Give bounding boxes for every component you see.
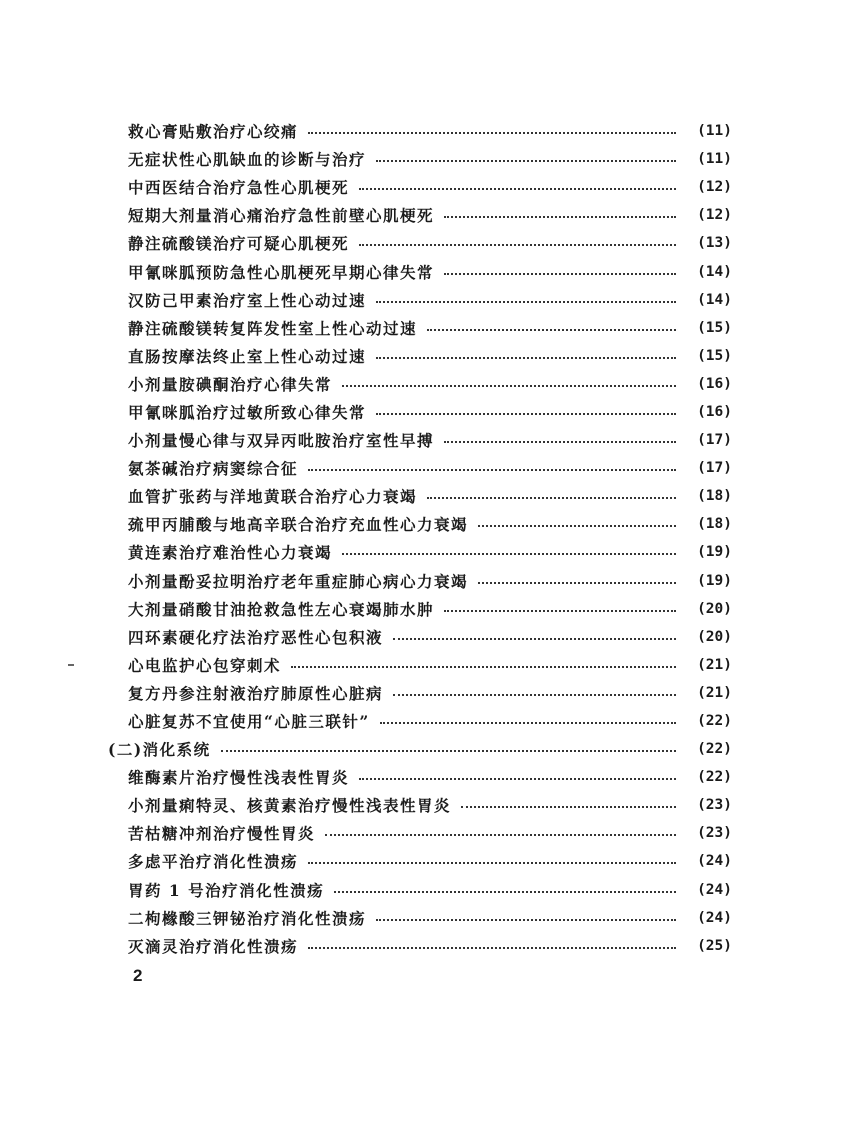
toc-dot-leader	[359, 244, 676, 246]
toc-entry-page: (11)	[697, 151, 732, 168]
toc-dot-leader	[376, 919, 676, 921]
toc-entry-title: 心脏复苏不宜使用“心脏三联针”	[128, 712, 370, 732]
toc-entry-page: (12)	[697, 179, 732, 196]
toc-entry-page: (21)	[697, 656, 732, 673]
toc-entry	[0, 229, 732, 257]
toc-entry	[0, 510, 732, 538]
toc-entry	[0, 538, 732, 566]
toc-entry	[0, 567, 732, 595]
toc-entry-page: (16)	[697, 403, 732, 420]
toc-entry	[0, 454, 732, 482]
toc-entry	[0, 595, 732, 623]
toc-entry	[0, 932, 732, 960]
toc-entry-title: 多虑平治疗消化性溃疡	[128, 852, 299, 872]
toc-entry-title: 无症状性心肌缺血的诊断与治疗	[128, 150, 367, 170]
toc-dot-leader	[359, 188, 676, 190]
toc-entry-page: (14)	[697, 263, 732, 280]
toc-entry	[0, 651, 732, 679]
toc-entry-page: (17)	[697, 460, 732, 477]
toc-entry-title: 胃药 1 号治疗消化性溃疡	[128, 880, 325, 900]
toc-dot-leader	[393, 638, 676, 640]
toc-entry-page: (21)	[697, 684, 732, 701]
toc-dot-leader	[308, 862, 676, 864]
toc-entry-page: (24)	[697, 881, 732, 898]
toc-entry-page: (11)	[697, 123, 732, 140]
toc-dot-leader	[308, 469, 676, 471]
toc-dot-leader	[325, 834, 676, 836]
toc-dot-leader	[478, 582, 676, 584]
toc-entry	[0, 342, 732, 370]
toc-entry-page: (15)	[697, 347, 732, 364]
toc-entry	[0, 314, 732, 342]
toc-dot-leader	[221, 750, 676, 752]
toc-entry-title: 心电监护心包穿刺术	[128, 655, 282, 675]
toc-entry	[0, 679, 732, 707]
toc-entry-title: 小剂量酚妥拉明治疗老年重症肺心病心力衰竭	[128, 571, 469, 591]
toc-entry	[0, 257, 732, 285]
toc-entry-title: 救心膏贴敷治疗心绞痛	[128, 122, 299, 142]
toc-entry-title: 维酶素片治疗慢性浅表性胃炎	[128, 768, 350, 788]
toc-entry-title: 小剂量胺碘酮治疗心律失常	[128, 374, 333, 394]
toc-entry	[0, 819, 732, 847]
toc-dot-leader	[444, 273, 676, 275]
toc-entry-title: 苦枯糖冲剂治疗慢性胃炎	[128, 824, 316, 844]
toc-entry-page: (17)	[697, 432, 732, 449]
page-number: 2	[133, 966, 143, 985]
toc-dot-leader	[376, 413, 676, 415]
toc-entry	[0, 398, 732, 426]
toc-dot-leader	[291, 666, 676, 668]
toc-entry	[0, 623, 732, 651]
toc-entry-page: (18)	[697, 516, 732, 533]
stray-mark	[68, 664, 74, 666]
toc-dot-leader	[359, 778, 676, 780]
toc-entry-title: 静注硫酸镁治疗可疑心肌梗死	[128, 234, 350, 254]
toc-entry	[0, 482, 732, 510]
toc-entry	[0, 370, 732, 398]
toc-entry-title: 直肠按摩法终止室上性心动过速	[128, 346, 367, 366]
toc-dot-leader	[380, 722, 676, 724]
toc-entry-page: (18)	[697, 488, 732, 505]
toc-entry	[0, 847, 732, 875]
toc-dot-leader	[334, 891, 676, 893]
toc-entry	[0, 763, 732, 791]
toc-entry	[0, 791, 732, 819]
toc-entry	[0, 173, 732, 201]
toc-entry	[0, 876, 732, 904]
table-of-contents	[0, 117, 866, 960]
toc-entry-title: 汉防己甲素治疗室上性心动过速	[128, 290, 367, 310]
toc-entry-title: 复方丹参注射液治疗肺原性心脏病	[128, 683, 384, 703]
toc-entry-title: 小剂量慢心律与双异丙吡胺治疗室性早搏	[128, 431, 435, 451]
toc-entry-page: (14)	[697, 291, 732, 308]
toc-entry-page: (24)	[697, 909, 732, 926]
toc-entry-page: (22)	[697, 713, 732, 730]
toc-entry-page: (15)	[697, 319, 732, 336]
toc-entry-page: (16)	[697, 375, 732, 392]
toc-section-heading	[0, 735, 732, 763]
toc-dot-leader	[376, 301, 676, 303]
toc-entry-title: 大剂量硝酸甘油抢救急性左心衰竭肺水肿	[128, 599, 435, 619]
toc-entry-title: 黄连素治疗难治性心力衰竭	[128, 543, 333, 563]
toc-dot-leader	[308, 947, 676, 949]
toc-entry-title: 氨茶碱治疗病窦综合征	[128, 459, 299, 479]
toc-dot-leader	[444, 216, 676, 218]
toc-entry-title: 四环素硬化疗法治疗恶性心包积液	[128, 627, 384, 647]
toc-dot-leader	[376, 357, 676, 359]
toc-entry-title: (二)消化系统	[108, 740, 211, 760]
toc-dot-leader	[444, 610, 676, 612]
toc-entry-page: (13)	[697, 235, 732, 252]
toc-entry-title: 中西医结合治疗急性心肌梗死	[128, 178, 350, 198]
toc-entry-page: (23)	[697, 825, 732, 842]
toc-entry	[0, 201, 732, 229]
toc-entry-page: (23)	[697, 797, 732, 814]
toc-dot-leader	[478, 525, 676, 527]
toc-entry	[0, 286, 732, 314]
toc-entry-title: 血管扩张药与洋地黄联合治疗心力衰竭	[128, 487, 418, 507]
toc-entry-page: (25)	[697, 937, 732, 954]
toc-entry-page: (24)	[697, 853, 732, 870]
toc-entry-title: 短期大剂量消心痛治疗急性前壁心肌梗死	[128, 206, 435, 226]
toc-entry-page: (20)	[697, 600, 732, 617]
toc-entry-title: 甲氰咪胍治疗过敏所致心律失常	[128, 402, 367, 422]
toc-entry-title: 巯甲丙脯酸与地高辛联合治疗充血性心力衰竭	[128, 515, 469, 535]
toc-entry-title: 灭滴灵治疗消化性溃疡	[128, 936, 299, 956]
toc-entry-page: (19)	[697, 572, 732, 589]
toc-entry-page: (20)	[697, 628, 732, 645]
toc-entry	[0, 145, 732, 173]
toc-entry-page: (22)	[697, 741, 732, 758]
toc-entry-page: (12)	[697, 207, 732, 224]
toc-entry-page: (19)	[697, 544, 732, 561]
toc-dot-leader	[427, 497, 676, 499]
toc-entry	[0, 904, 732, 932]
toc-entry-title: 甲氰咪胍预防急性心肌梗死早期心律失常	[128, 262, 435, 282]
toc-dot-leader	[342, 553, 676, 555]
toc-entry	[0, 117, 732, 145]
toc-dot-leader	[308, 132, 676, 134]
toc-dot-leader	[376, 160, 676, 162]
toc-entry	[0, 707, 732, 735]
toc-dot-leader	[393, 694, 676, 696]
toc-entry-title: 二枸橼酸三钾铋治疗消化性溃疡	[128, 908, 367, 928]
toc-dot-leader	[427, 329, 676, 331]
toc-dot-leader	[444, 441, 676, 443]
toc-entry-title: 小剂量痢特灵、核黄素治疗慢性浅表性胃炎	[128, 796, 452, 816]
toc-entry	[0, 426, 732, 454]
toc-entry-title: 静注硫酸镁转复阵发性室上性心动过速	[128, 318, 418, 338]
toc-entry-page: (22)	[697, 769, 732, 786]
toc-dot-leader	[461, 806, 676, 808]
toc-dot-leader	[342, 385, 676, 387]
